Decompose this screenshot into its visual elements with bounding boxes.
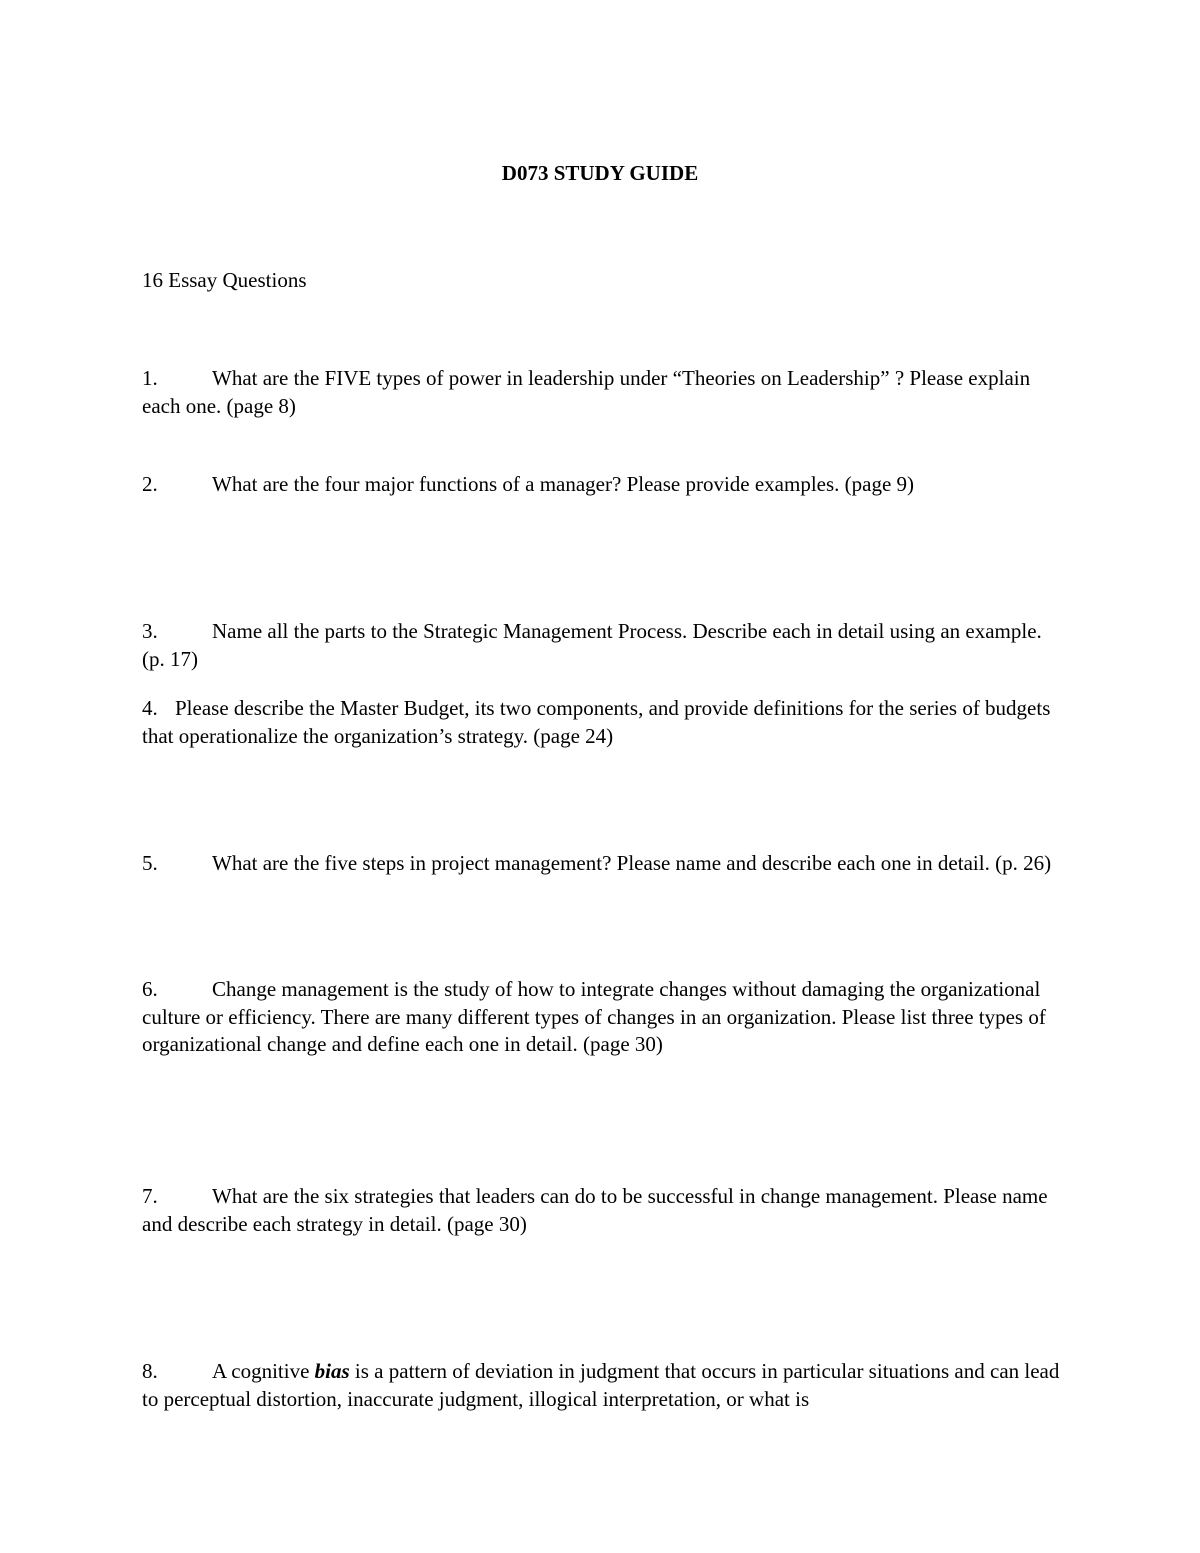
question-text: Name all the parts to the Strategic Management Process. Describe each in detail using an example. (p. 17) — [142, 619, 1042, 671]
question-number: 8. — [142, 1359, 158, 1383]
question-number: 4. — [142, 696, 158, 720]
question-text: What are the FIVE types of power in leadership under “Theories on Leadership” ? Please explain each one. (page 8) — [142, 366, 1031, 418]
page-title: D073 STUDY GUIDE — [501, 161, 699, 185]
question-number: 2. — [142, 472, 158, 496]
question-3 — [142, 618, 1062, 673]
page-subtitle: 16 Essay Questions — [142, 268, 307, 292]
question-text: Change management is the study of how to integrate changes without damaging the organizational culture or efficiency. There are many different types of changes in an organization. Please list three types of organizational change and define each one in detail. (page 30) — [142, 977, 1046, 1056]
question-text: What are the six strategies that leaders can do to be successful in change management. Please name and describe each strategy in detail. (page 30) — [142, 1184, 1048, 1236]
emphasized-term: bias — [314, 1359, 350, 1383]
question-number: 5. — [142, 851, 158, 875]
question-number: 3. — [142, 619, 158, 643]
question-4 — [142, 695, 1062, 750]
question-text-after: is a pattern of deviation in judgment that occurs in particular situations and can lead to perceptual distortion, inaccurate judgment, illogical interpretation, or what is — [142, 1359, 1060, 1411]
question-5 — [142, 850, 1062, 878]
question-2 — [142, 471, 1062, 499]
question-7 — [142, 1183, 1062, 1238]
question-text: Please describe the Master Budget, its two components, and provide definitions for the series of budgets that operationalize the organization’s strategy. (page 24) — [142, 696, 1051, 748]
question-text: What are the five steps in project management? Please name and describe each one in detail. (p. 26) — [212, 851, 1052, 875]
question-number: 7. — [142, 1184, 158, 1208]
question-number: 6. — [142, 977, 158, 1001]
question-1 — [142, 365, 1062, 420]
question-6 — [142, 976, 1062, 1059]
question-number: 1. — [142, 366, 158, 390]
question-text-before: A cognitive — [212, 1359, 315, 1383]
question-text: What are the four major functions of a manager? Please provide examples. (page 9) — [212, 472, 915, 496]
question-8 — [142, 1358, 1062, 1413]
